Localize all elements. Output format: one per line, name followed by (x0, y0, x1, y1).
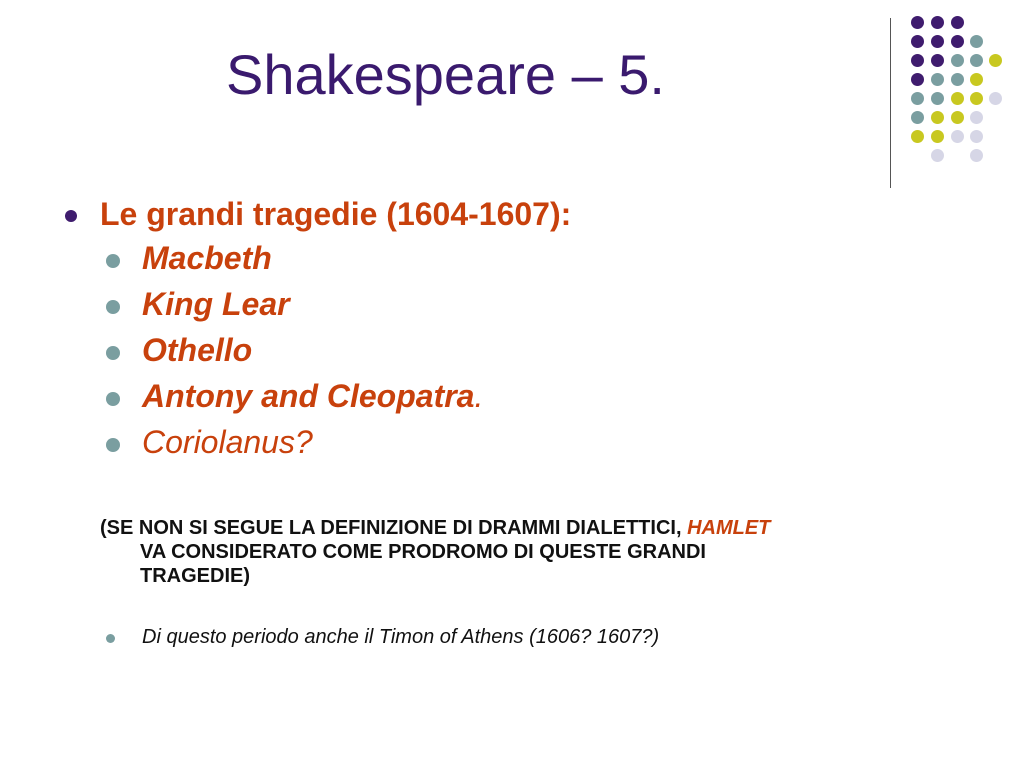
decor-dot (911, 35, 924, 48)
decor-dot (911, 111, 924, 124)
bullet-icon (65, 210, 77, 222)
decor-dot (989, 92, 1002, 105)
footer-note: Di questo periodo anche il Timon of Athens (1606? 1607?) (142, 626, 660, 648)
list-item: King Lear (142, 286, 290, 322)
decor-dot (970, 130, 983, 143)
decor-dot (951, 111, 964, 124)
list-item: Coriolanus? (142, 424, 313, 460)
bullet-icon (106, 438, 120, 452)
decor-dot (951, 92, 964, 105)
decor-dot (911, 16, 924, 29)
decor-dot (951, 35, 964, 48)
decor-dot (989, 54, 1002, 67)
list-item: Othello (142, 332, 253, 368)
decor-dot (931, 54, 944, 67)
list-item-suffix: . (474, 378, 484, 414)
slide-title: Shakespeare – 5. (226, 43, 665, 106)
decor-dot (931, 16, 944, 29)
decor-dot (911, 130, 924, 143)
note-paragraph (100, 516, 980, 588)
decor-dot (970, 111, 983, 124)
section-heading: Le grandi tragedie (1604-1607): (100, 196, 572, 232)
bullet-icon (106, 634, 115, 643)
decor-dot (951, 130, 964, 143)
bullet-icon (106, 392, 120, 406)
decor-dot (911, 92, 924, 105)
decor-dot (931, 111, 944, 124)
bullet-icon (106, 300, 120, 314)
list-item: Macbeth (142, 240, 272, 276)
decor-dot (970, 149, 983, 162)
bullet-icon (106, 346, 120, 360)
decor-dot (931, 35, 944, 48)
bullet-icon (106, 254, 120, 268)
divider-line (890, 18, 891, 188)
note-line-2: VA CONSIDERATO COME PRODROMO DI QUESTE GRANDI (140, 541, 706, 563)
decor-dot (970, 35, 983, 48)
decor-dot (951, 54, 964, 67)
decor-dot (951, 73, 964, 86)
note-line-3: TRAGEDIE) (140, 565, 250, 587)
note-highlight: HAMLET (687, 517, 771, 539)
decor-dot (970, 92, 983, 105)
decor-dot (931, 73, 944, 86)
decor-dot (970, 73, 983, 86)
decor-dot (931, 92, 944, 105)
note-line-1: (SE NON SI SEGUE LA DEFINIZIONE DI DRAMMI DIALETTICI, (100, 517, 688, 539)
list-item-label: Antony and Cleopatra (142, 378, 475, 414)
decor-dot (931, 149, 944, 162)
decor-dot (970, 54, 983, 67)
decor-dot (911, 54, 924, 67)
decor-dot (911, 73, 924, 86)
decor-dot (951, 16, 964, 29)
decor-dot (931, 130, 944, 143)
list-item (142, 378, 483, 415)
